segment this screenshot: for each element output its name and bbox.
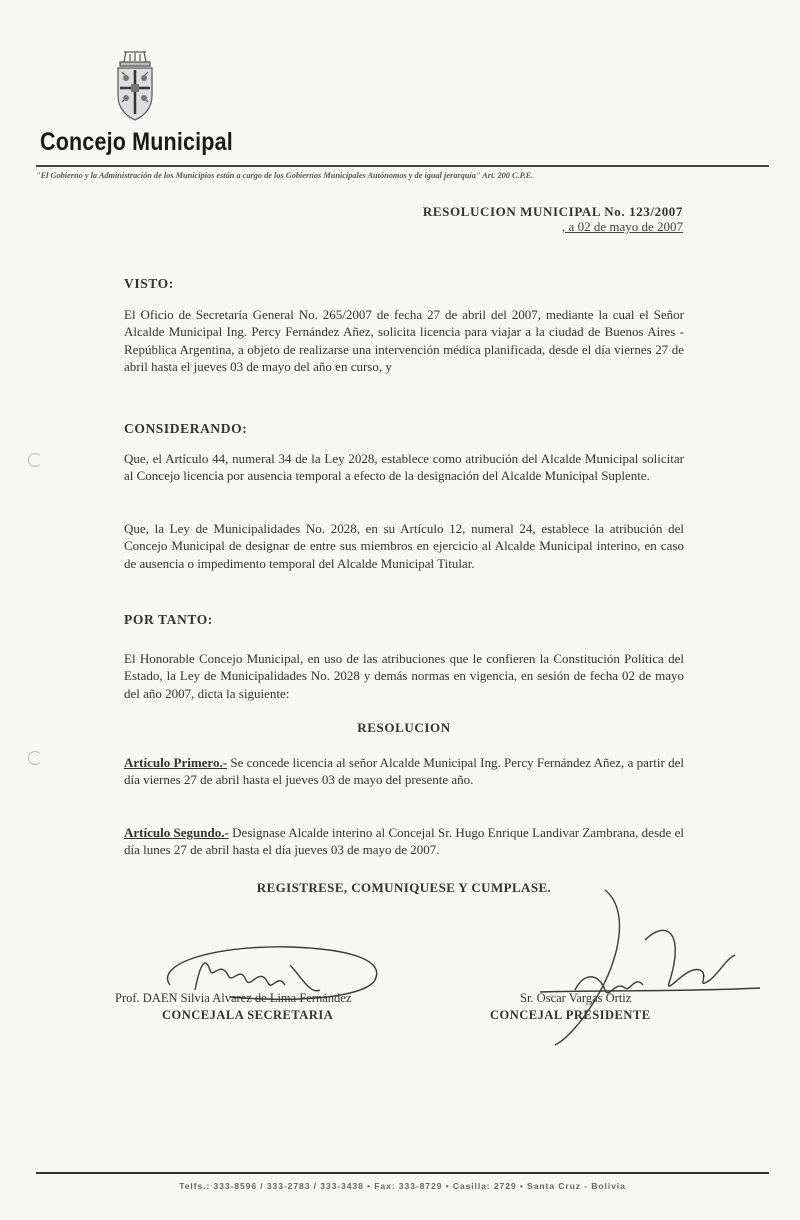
articulo-primero-label: Artículo Primero.-: [124, 755, 228, 770]
por-tanto-heading: POR TANTO:: [124, 612, 213, 627]
resolution-date: , a 02 de mayo de 2007: [562, 219, 683, 234]
punch-hole-mark: [28, 453, 42, 467]
president-role: CONCEJAL PRESIDENTE: [490, 1008, 651, 1022]
articulo-segundo-text: Designase Alcalde interino al Concejal Sr. Hugo Enrique Landivar Zambrana, desde el día lunes 27 de abril hasta el día jueves 03 de mayo de 2007.: [124, 825, 684, 858]
resolution-number: RESOLUCION MUNICIPAL No. 123/2007: [422, 204, 683, 219]
secretary-name: Prof. DAEN Silvia Alvarez de Lima Fernández: [115, 991, 352, 1005]
president-signature: [535, 880, 765, 1050]
articulo-primero-text: Se concede licencia al señor Alcalde Municipal Ing. Percy Fernández Añez, a partir del día viernes 27 de abril hasta el jueves 03 de mayo del presente año.: [124, 755, 684, 788]
secretary-role: CONCEJALA SECRETARIA: [162, 1008, 334, 1022]
closing-statement: REGISTRESE, COMUNIQUESE Y CUMPLASE.: [256, 880, 552, 895]
considerando-paragraph-2: Que, la Ley de Municipalidades No. 2028, en su Artículo 12, numeral 24, establece la atribución del Concejo Municipal de designar de entre sus miembros en ejercicio al Alcalde Municipal interino, en caso de ausencia o impedimento temporal del Alcalde Municipal Titular.: [124, 521, 684, 571]
visto-paragraph: El Oficio de Secretaría General No. 265/2007 de fecha 27 de abril del 2007, mediante la cual el Señor Alcalde Municipal Ing. Percy Fernández Añez, solicita licencia para viajar a la ciudad de Buenos Aires - República Argentina, a objeto de realizarse una intervención médica planificada, desde el día viernes 27 de abril hasta el jueves 03 de mayo del año en curso, y: [124, 307, 684, 375]
header-divider: [36, 165, 769, 167]
footer-divider: [36, 1172, 769, 1174]
footer-contact: Telfs.: 333-8596 / 333-2783 / 333-3438 • Fax: 333-8729 • Casilla: 2729 • Santa Cruz - Bolivia: [179, 1181, 626, 1191]
resolucion-heading: RESOLUCION: [357, 720, 451, 735]
visto-heading: VISTO:: [124, 276, 174, 291]
por-tanto-paragraph: El Honorable Concejo Municipal, en uso de las atribuciones que le confieren la Constitución Política del Estado, la Ley de Municipalidades No. 2028 y demás normas en vigencia, en sesión de fecha 02 de mayo del año 2007, dicta la siguiente:: [124, 651, 684, 701]
considerando-paragraph-1: Que, el Artículo 44, numeral 34 de la Ley 2028, establece como atribución del Alcalde Municipal solicitar al Concejo licencia por ausencia temporal a efecto de la designación del Alcalde Municipal Suplente.: [124, 451, 684, 484]
punch-hole-mark: [28, 751, 42, 765]
coat-of-arms-icon: [112, 50, 158, 122]
articulo-primero: [124, 754, 684, 789]
organization-name: Concejo Municipal: [40, 128, 233, 156]
articulo-segundo: [124, 824, 684, 859]
header-motto: "El Gobierno y la Administración de los Municipios están a cargo de los Gobiernos Municipales Autónomos y de igual jerarquía" Art. 200 C.P.E.: [36, 171, 534, 180]
president-name: Sr. Oscar Vargas Ortiz: [520, 991, 632, 1005]
considerando-heading: CONSIDERANDO:: [124, 421, 248, 436]
articulo-segundo-label: Artículo Segundo.-: [124, 825, 229, 840]
